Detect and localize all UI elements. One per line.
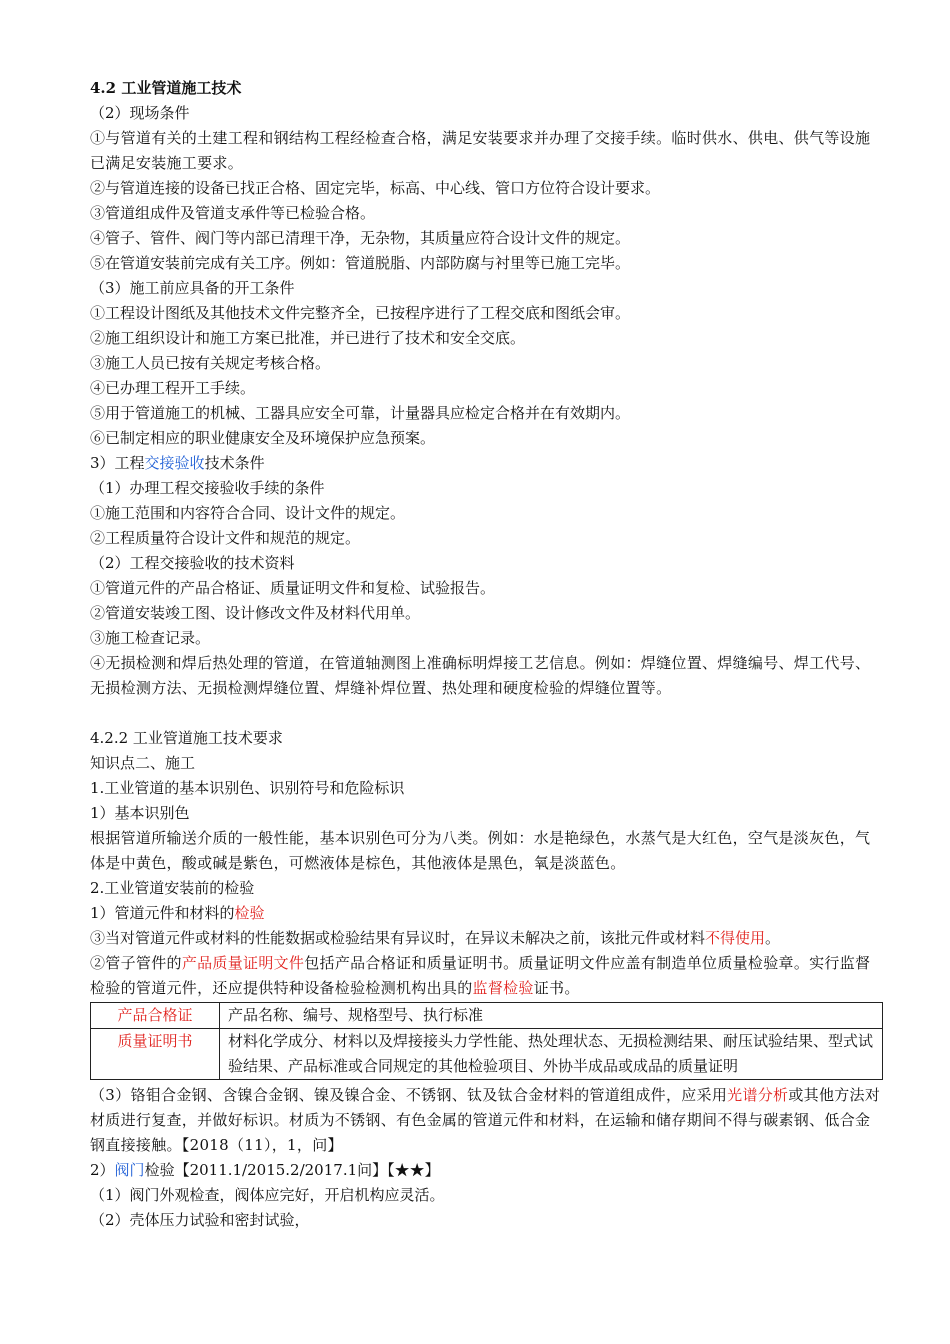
handover-document-item: ④无损检测和焊后热处理的管道，在管道轴测图上准确标明焊接工艺信息。例如：焊缝位置、焊缝编号、焊工代号、无损检测方法、无损检测焊缝位置、焊缝补焊位置、热处理和硬度检验的焊缝位置等。 bbox=[90, 654, 871, 697]
section-heading-4-2: 4.2 工业管道施工技术 bbox=[90, 79, 242, 97]
inspection-subheading-emphasis: 检验 bbox=[234, 904, 265, 922]
inspection-item-4-suffix: 证书。 bbox=[533, 979, 580, 997]
table-row bbox=[91, 1029, 883, 1080]
document-page bbox=[90, 76, 885, 1233]
handover-procedure-item: ①施工范围和内容符合合同、设计文件的规定。 bbox=[90, 504, 406, 522]
inspection-subheading-prefix: 1）管道元件和材料的 bbox=[90, 904, 235, 922]
handover-procedures-heading: （1）办理工程交接验收手续的条件 bbox=[90, 479, 325, 497]
alloy-material-text bbox=[90, 1083, 885, 1158]
table-row bbox=[91, 1003, 883, 1029]
handover-heading-suffix: 技术条件 bbox=[204, 454, 265, 472]
inspection-item-4 bbox=[90, 951, 885, 1001]
alloy-text-suffix: 或其他方法对材质进行复查，并做好标识。材质为不锈钢、有色金属的管道元件和材料，在运输和储存期间不得与碳素钢、低合金钢直接接触。【2018（11），1，问】 bbox=[90, 1086, 881, 1154]
inspection-item-4-emphasis-2: 监督检验 bbox=[472, 979, 534, 997]
start-conditions-heading: （3）施工前应具备的开工条件 bbox=[90, 279, 295, 297]
start-condition-item: ①工程设计图纸及其他技术文件完整齐全，已按程序进行了工程交底和图纸会审。 bbox=[90, 304, 631, 322]
inspection-item-4-prefix: ②管子管件的 bbox=[90, 954, 182, 972]
handover-heading bbox=[90, 451, 885, 476]
site-condition-item: ③管道组成件及管道支承件等已检验合格。 bbox=[90, 204, 376, 222]
alloy-text-prefix: （3）铬钼合金钢、含镍合金钢、镍及镍合金、不锈钢、钛及钛合金材料的管道组成件，应采用 bbox=[90, 1086, 728, 1104]
site-condition-item: ④管子、管件、阀门等内部已清理干净，无杂物，其质量应符合设计文件的规定。 bbox=[90, 229, 631, 247]
start-condition-item: ⑤用于管道施工的机械、工器具应安全可靠，计量器具应检定合格并在有效期内。 bbox=[90, 404, 631, 422]
inspection-item-4-emphasis: 产品质量证明文件 bbox=[181, 954, 305, 972]
table-row-head: 质量证明书 bbox=[91, 1029, 220, 1080]
inspection-subheading bbox=[90, 901, 885, 926]
site-condition-item: ②与管道连接的设备已找正合格、固定完毕，标高、中心线、管口方位符合设计要求。 bbox=[90, 179, 661, 197]
identification-subheading: 1）基本识别色 bbox=[90, 804, 190, 822]
site-conditions-heading: （2）现场条件 bbox=[90, 104, 190, 122]
inspection-item-4-middle: 包括产品合格证和质量证明书。质量证明文件应盖有制造单位质量检验章。实行监督检验的管道元件，还应提供特种设备检验检测机构出具的 bbox=[90, 954, 871, 997]
blank-line bbox=[90, 701, 885, 726]
certificate-table bbox=[90, 1002, 883, 1080]
handover-heading-prefix: 3）工程 bbox=[90, 454, 145, 472]
inspection-heading: 2.工业管道安装前的检验 bbox=[90, 879, 255, 897]
alloy-text-emphasis: 光谱分析 bbox=[727, 1086, 789, 1104]
valve-heading-prefix: 2） bbox=[90, 1161, 115, 1179]
start-condition-item: ③施工人员已按有关规定考核合格。 bbox=[90, 354, 331, 372]
inspection-item-3 bbox=[90, 926, 885, 951]
identification-heading: 1.工业管道的基本识别色、识别符号和危险标识 bbox=[90, 779, 405, 797]
inspection-item-3-emphasis: 不得使用 bbox=[705, 929, 766, 947]
handover-document-item: ①管道元件的产品合格证、质量证明文件和复检、试验报告。 bbox=[90, 579, 496, 597]
handover-documents-heading: （2）工程交接验收的技术资料 bbox=[90, 554, 295, 572]
handover-link[interactable]: 交接验收 bbox=[144, 454, 205, 472]
start-condition-item: ④已办理工程开工手续。 bbox=[90, 379, 256, 397]
start-condition-item: ⑥已制定相应的职业健康安全及环境保护应急预案。 bbox=[90, 429, 436, 447]
knowledge-point: 知识点二、施工 bbox=[90, 754, 196, 772]
valve-heading bbox=[90, 1158, 885, 1183]
site-condition-item: ①与管道有关的土建工程和钢结构工程经检查合格，满足安装要求并办理了交接手续。临时供水、供电、供气等设施已满足安装施工要求。 bbox=[90, 129, 871, 172]
handover-document-item: ③施工检查记录。 bbox=[90, 629, 211, 647]
site-condition-item: ⑤在管道安装前完成有关工序。例如：管道脱脂、内部防腐与衬里等已施工完毕。 bbox=[90, 254, 631, 272]
handover-document-item: ②管道安装竣工图、设计修改文件及材料代用单。 bbox=[90, 604, 421, 622]
table-row-head: 产品合格证 bbox=[91, 1003, 220, 1029]
table-row-content: 产品名称、编号、规格型号、执行标准 bbox=[220, 1003, 883, 1029]
inspection-item-3-suffix: 。 bbox=[765, 929, 781, 947]
valve-heading-suffix: 检验【2011.1/2015.2/2017.1问】【★★】 bbox=[144, 1161, 440, 1179]
identification-text: 根据管道所输送介质的一般性能，基本识别色可分为八类。例如：水是艳绿色，水蒸气是大红色，空气是淡灰色，气体是中黄色，酸或碱是紫色，可燃液体是棕色，其他液体是黑色，氧是淡蓝色。 bbox=[90, 829, 871, 872]
section-heading-4-2-2: 4.2.2 工业管道施工技术要求 bbox=[90, 729, 283, 747]
valve-link[interactable]: 阀门 bbox=[114, 1161, 145, 1179]
inspection-item-3-prefix: ③当对管道元件或材料的性能数据或检验结果有异议时，在异议未解决之前，该批元件或材料 bbox=[90, 929, 706, 947]
start-condition-item: ②施工组织设计和施工方案已批准，并已进行了技术和安全交底。 bbox=[90, 329, 526, 347]
valve-item: （2）壳体压力试验和密封试验， bbox=[90, 1211, 310, 1229]
table-row-content: 材料化学成分、材料以及焊接接头力学性能、热处理状态、无损检测结果、耐压试验结果、型式试验结果、产品标准或合同规定的其他检验项目、外协半成品或成品的质量证明 bbox=[220, 1029, 883, 1080]
valve-item: （1）阀门外观检查，阀体应完好，开启机构应灵活。 bbox=[90, 1186, 445, 1204]
handover-procedure-item: ②工程质量符合设计文件和规范的规定。 bbox=[90, 529, 361, 547]
